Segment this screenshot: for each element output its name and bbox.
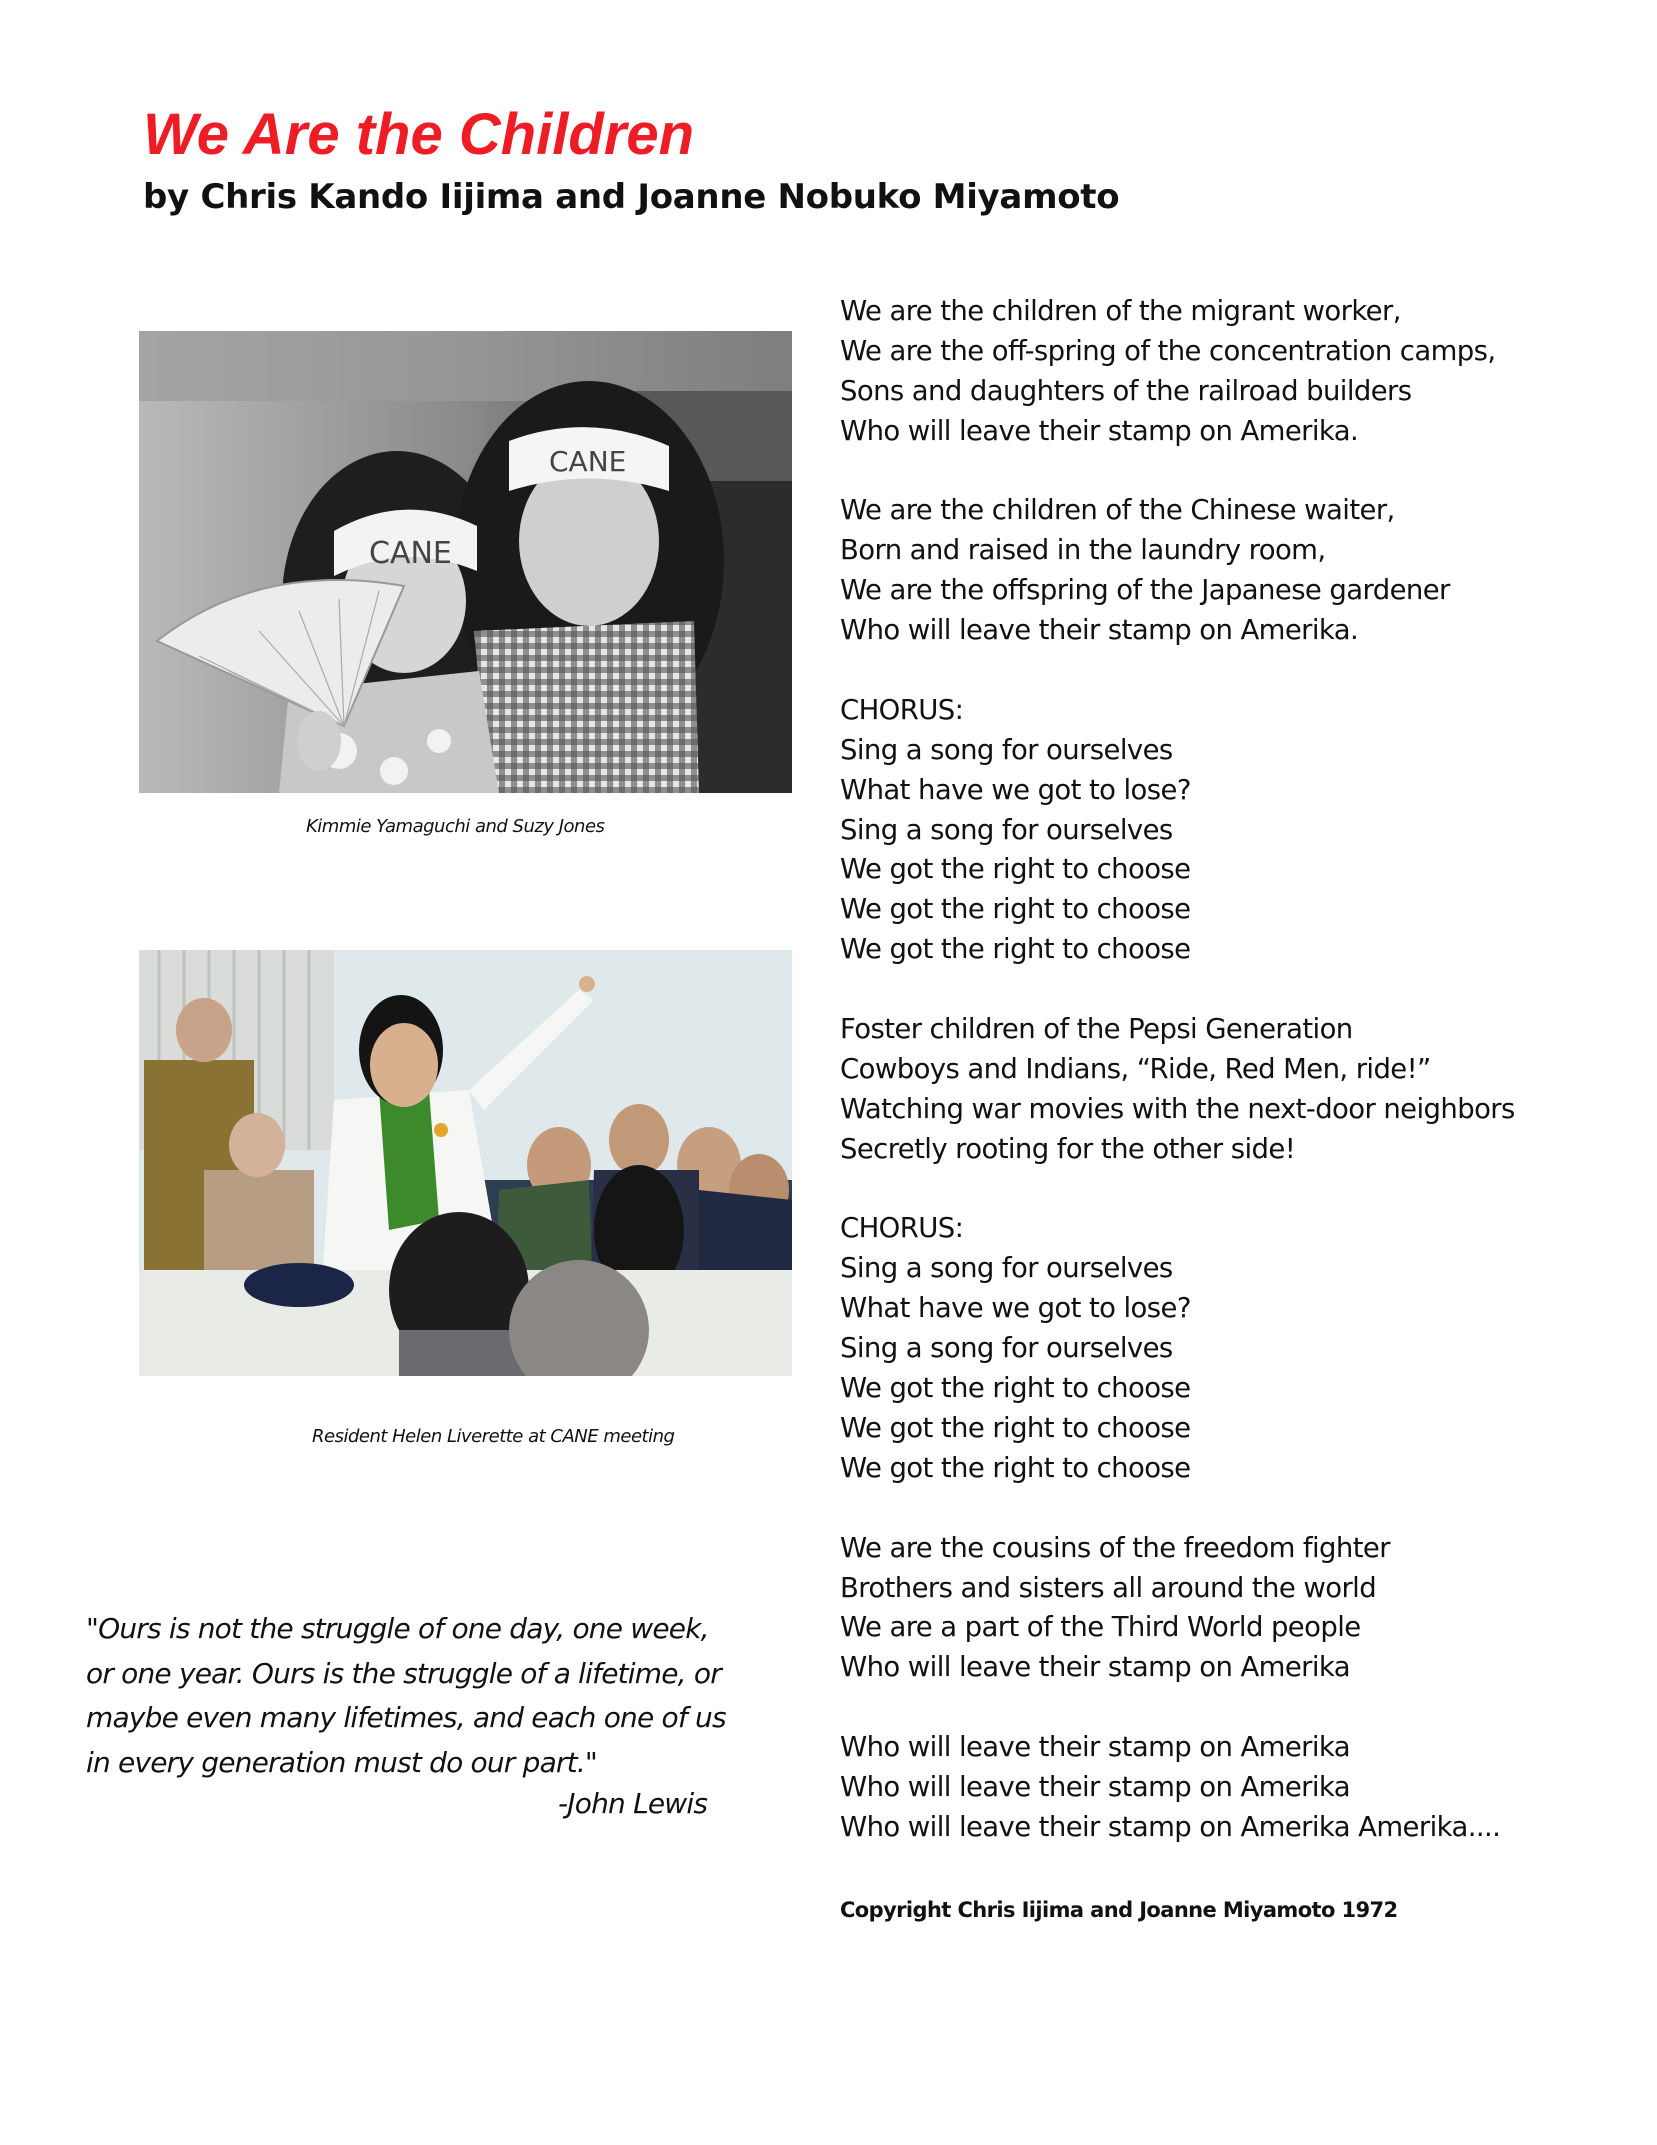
lyric-line: Foster children of the Pepsi Generation [840, 1013, 1353, 1046]
svg-text:CANE: CANE [369, 536, 452, 571]
verse-2 [840, 491, 1630, 651]
lyric-line: We got the right to choose [840, 893, 1191, 926]
lyric-line: Born and raised in the laundry room, [840, 534, 1326, 567]
lyric-line: We got the right to choose [840, 933, 1191, 966]
quote-line: or one year. Ours is the struggle of a lifetime, or [86, 1656, 721, 1690]
lyric-line: We got the right to choose [840, 1411, 1191, 1444]
chorus-1 [840, 691, 1630, 970]
svg-text:CANE: CANE [549, 445, 627, 478]
lyric-line: Sing a song for ourselves [840, 733, 1173, 766]
lyric-line: We are the children of the migrant worker, [840, 295, 1401, 327]
lyric-line: Who will leave their stamp on Amerika. [840, 414, 1359, 447]
photo-caption-girls: Kimmie Yamaguchi and Suzy Jones [306, 816, 605, 837]
lyric-line: What have we got to lose? [840, 773, 1191, 806]
verse-3 [840, 1010, 1630, 1170]
lyric-line: Sing a song for ourselves [840, 813, 1173, 846]
lyric-line: Who will leave their stamp on Amerika [840, 1651, 1351, 1684]
lyric-line: We got the right to choose [840, 853, 1191, 886]
verse-1 [840, 292, 1630, 452]
john-lewis-quote [86, 1607, 786, 1785]
lyric-line: Who will leave their stamp on Amerika [840, 1731, 1351, 1764]
photo-girls-with-cane-headbands [139, 331, 792, 793]
lyric-line: We got the right to choose [840, 1451, 1191, 1484]
song-title: We Are the Children [143, 102, 695, 167]
lyric-line: We are a part of the Third World people [840, 1611, 1361, 1644]
photo-caption-meeting: Resident Helen Liverette at CANE meeting [312, 1426, 675, 1447]
quote-line: "Ours is not the struggle of one day, one week, [86, 1612, 709, 1645]
lyric-line: Cowboys and Indians, “Ride, Red Men, ride!” [840, 1052, 1431, 1085]
outro [840, 1728, 1630, 1848]
lyric-line: Who will leave their stamp on Amerika. [840, 614, 1359, 647]
lyric-line: Sing a song for ourselves [840, 1252, 1173, 1285]
lyric-line: Secretly rooting for the other side! [840, 1132, 1296, 1165]
lyric-line: Sons and daughters of the railroad builders [840, 374, 1412, 407]
chorus-label: CHORUS: [840, 693, 964, 726]
lyric-line: Brothers and sisters all around the world [840, 1571, 1377, 1604]
lyrics [840, 292, 1630, 1888]
lyric-line: We are the cousins of the freedom fighter [840, 1531, 1390, 1564]
chorus-2 [840, 1209, 1630, 1488]
verse-4 [840, 1529, 1630, 1689]
photo-cane-meeting [139, 950, 792, 1376]
quote-line: maybe even many lifetimes, and each one of us [86, 1701, 726, 1734]
lyric-line: Who will leave their stamp on Amerika [840, 1770, 1351, 1803]
lyric-line: What have we got to lose? [840, 1292, 1191, 1325]
lyric-line: We are the children of the Chinese waiter, [840, 494, 1395, 527]
quote-attribution: -John Lewis [558, 1787, 708, 1820]
lyric-line: Who will leave their stamp on Amerika Amerika.... [840, 1810, 1501, 1843]
lyric-line: We are the offspring of the Japanese gardener [840, 574, 1450, 607]
lyric-line: Watching war movies with the next-door neighbors [840, 1092, 1515, 1125]
photo-girls-image [139, 331, 792, 793]
quote-line: in every generation must do our part." [86, 1745, 597, 1779]
lyric-line: We are the off-spring of the concentration camps, [840, 334, 1496, 367]
chorus-label: CHORUS: [840, 1212, 964, 1245]
lyric-line: We got the right to choose [840, 1372, 1191, 1405]
lyric-line: Sing a song for ourselves [840, 1332, 1173, 1365]
copyright-notice: Copyright Chris Iijima and Joanne Miyamoto 1972 [840, 1898, 1398, 1922]
photo-meeting-image [139, 950, 792, 1376]
song-authors: by Chris Kando Iijima and Joanne Nobuko Miyamoto [143, 177, 1120, 217]
